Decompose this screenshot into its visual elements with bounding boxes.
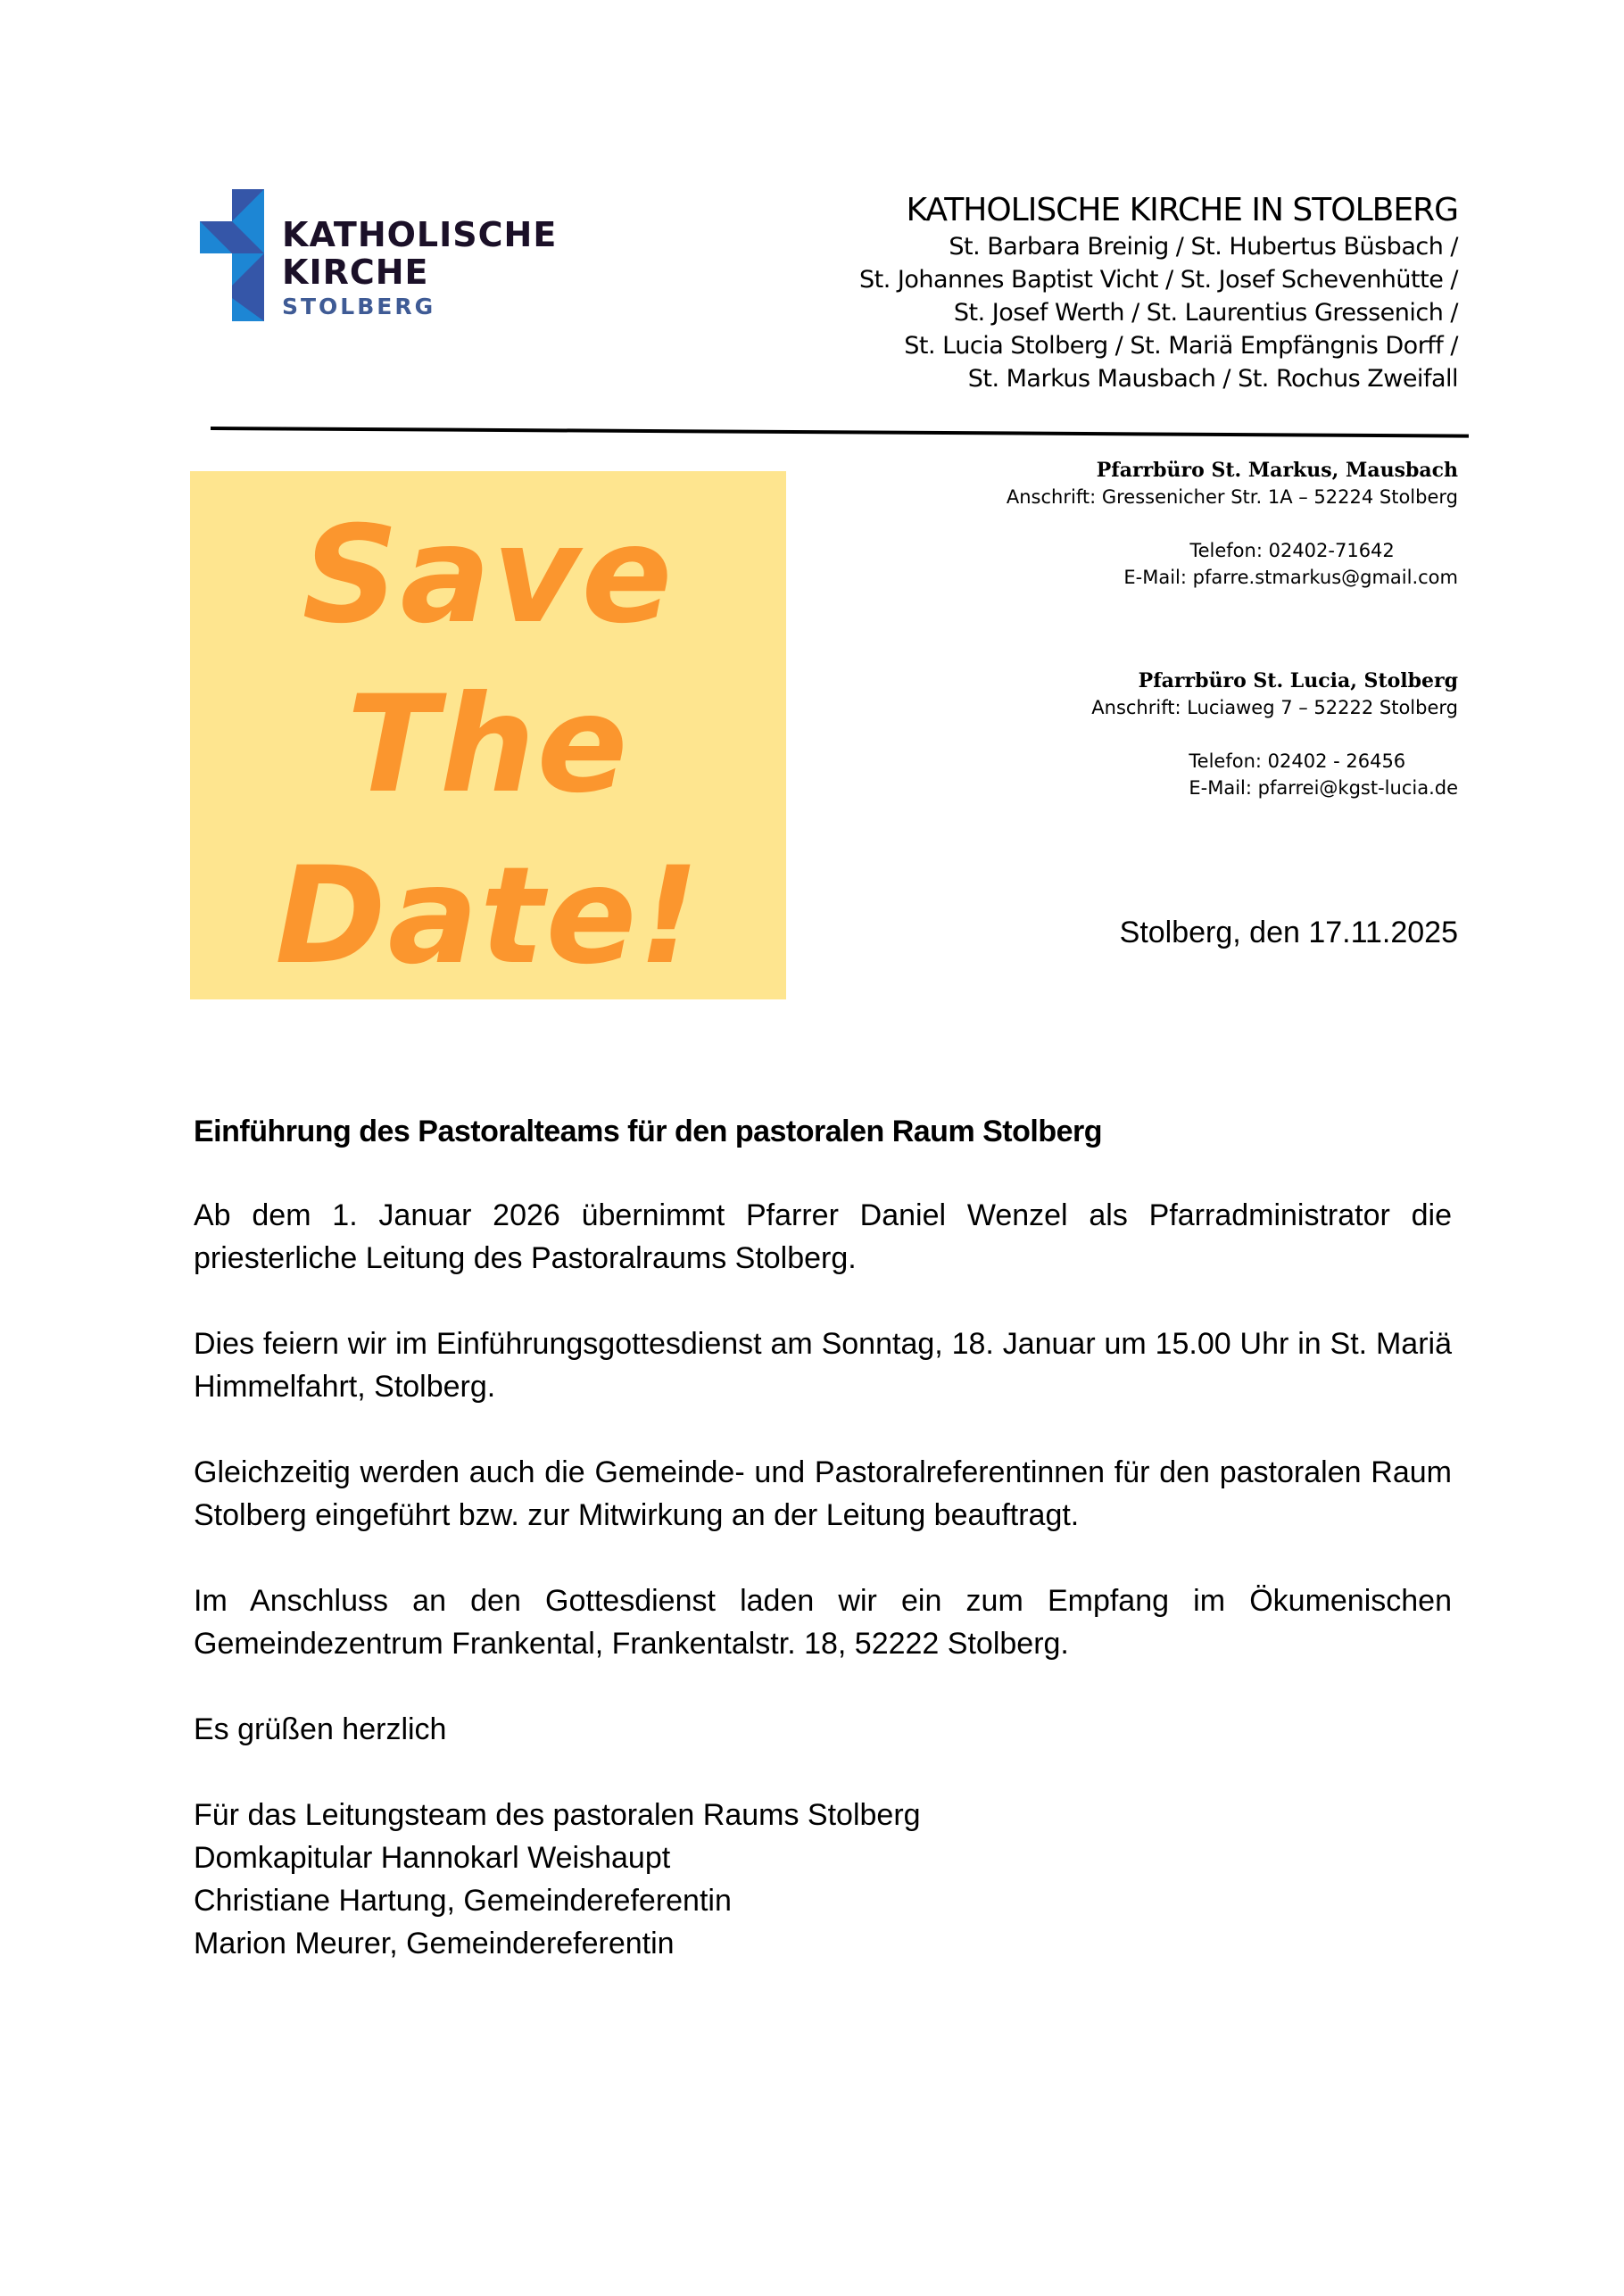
logo-line-1: KATHOLISCHE (282, 215, 558, 254)
office-phone: Telefon: 02402 - 26456 (1189, 750, 1406, 772)
signature-block (194, 1794, 1452, 1965)
paragraph: Ab dem 1. Januar 2026 übernimmt Pfarrer Daniel Wenzel als Pfarradministrator die priesterliche Leitung des Pastoralraums Stolberg. (194, 1198, 1452, 1275)
office-email[interactable]: E-Mail: pfarrei@kgst-lucia.de (1189, 777, 1458, 799)
office-st-lucia (1091, 667, 1458, 801)
signature-line: Für das Leitungsteam des pastoralen Raums Stolberg (194, 1798, 921, 1832)
letter-date: Stolberg, den 17.11.2025 (1119, 916, 1458, 949)
organization-header (859, 191, 1458, 395)
paragraph: Gleichzeitig werden auch die Gemeinde- und Pastoralreferentinnen für den pastoralen Raum Stolberg eingeführt bzw. zur Mitwirkung an der Leitung beauftragt. (194, 1455, 1452, 1532)
church-logo (200, 189, 558, 323)
signature-line: Marion Meurer, Gemeindereferentin (194, 1927, 675, 1960)
logo-line-2: KIRCHE (282, 253, 429, 292)
header-divider (211, 427, 1469, 438)
office-address: Anschrift: Luciaweg 7 – 52222 Stolberg (1091, 697, 1458, 718)
greeting: Es grüßen herzlich (194, 1712, 447, 1746)
paragraph: Im Anschluss an den Gottesdienst laden wir ein zum Empfang im Ökumenischen Gemeindezentrum Frankental, Frankentalstr. 18, 52222 Stolberg. (194, 1584, 1452, 1661)
cross-icon (200, 189, 264, 321)
logo-wordmark (282, 216, 557, 323)
banner-line-date: Date! (275, 839, 701, 994)
office-st-markus (1007, 457, 1458, 591)
parish-line: St. Markus Mausbach / St. Rochus Zweifall (967, 365, 1458, 393)
paragraph: Dies feiern wir im Einführungsgottesdienst am Sonntag, 18. Januar um 15.00 Uhr in St. Mariä Himmelfahrt, Stolberg. (194, 1327, 1452, 1404)
letter-headline: Einführung des Pastoralteams für den pastoralen Raum Stolberg (194, 1115, 1103, 1148)
logo-line-3: STOLBERG (282, 294, 436, 319)
banner-line-the: The (346, 667, 630, 823)
office-title: Pfarrbüro St. Lucia, Stolberg (1138, 669, 1458, 692)
banner-line-save: Save (302, 498, 675, 653)
organization-title: KATHOLISCHE KIRCHE IN STOLBERG (906, 192, 1458, 228)
parish-line: St. Josef Werth / St. Laurentius Gressenich / (953, 299, 1458, 327)
office-address: Anschrift: Gressenicher Str. 1A – 52224 Stolberg (1006, 486, 1458, 508)
letter-body (194, 1110, 1452, 1965)
signature-line: Domkapitular Hannokarl Weishaupt (194, 1841, 671, 1875)
parish-line: St. Barbara Breinig / St. Hubertus Büsbach / (949, 233, 1458, 261)
save-the-date-banner (190, 471, 786, 999)
office-email[interactable]: E-Mail: pfarre.stmarkus@gmail.com (1123, 567, 1458, 588)
parish-line: St. Johannes Baptist Vicht / St. Josef Schevenhütte / (859, 266, 1458, 294)
office-title: Pfarrbüro St. Markus, Mausbach (1096, 459, 1458, 482)
office-phone: Telefon: 02402-71642 (1189, 540, 1395, 561)
signature-line: Christiane Hartung, Gemeindereferentin (194, 1884, 732, 1918)
parish-line: St. Lucia Stolberg / St. Mariä Empfängnis Dorff / (904, 332, 1458, 360)
